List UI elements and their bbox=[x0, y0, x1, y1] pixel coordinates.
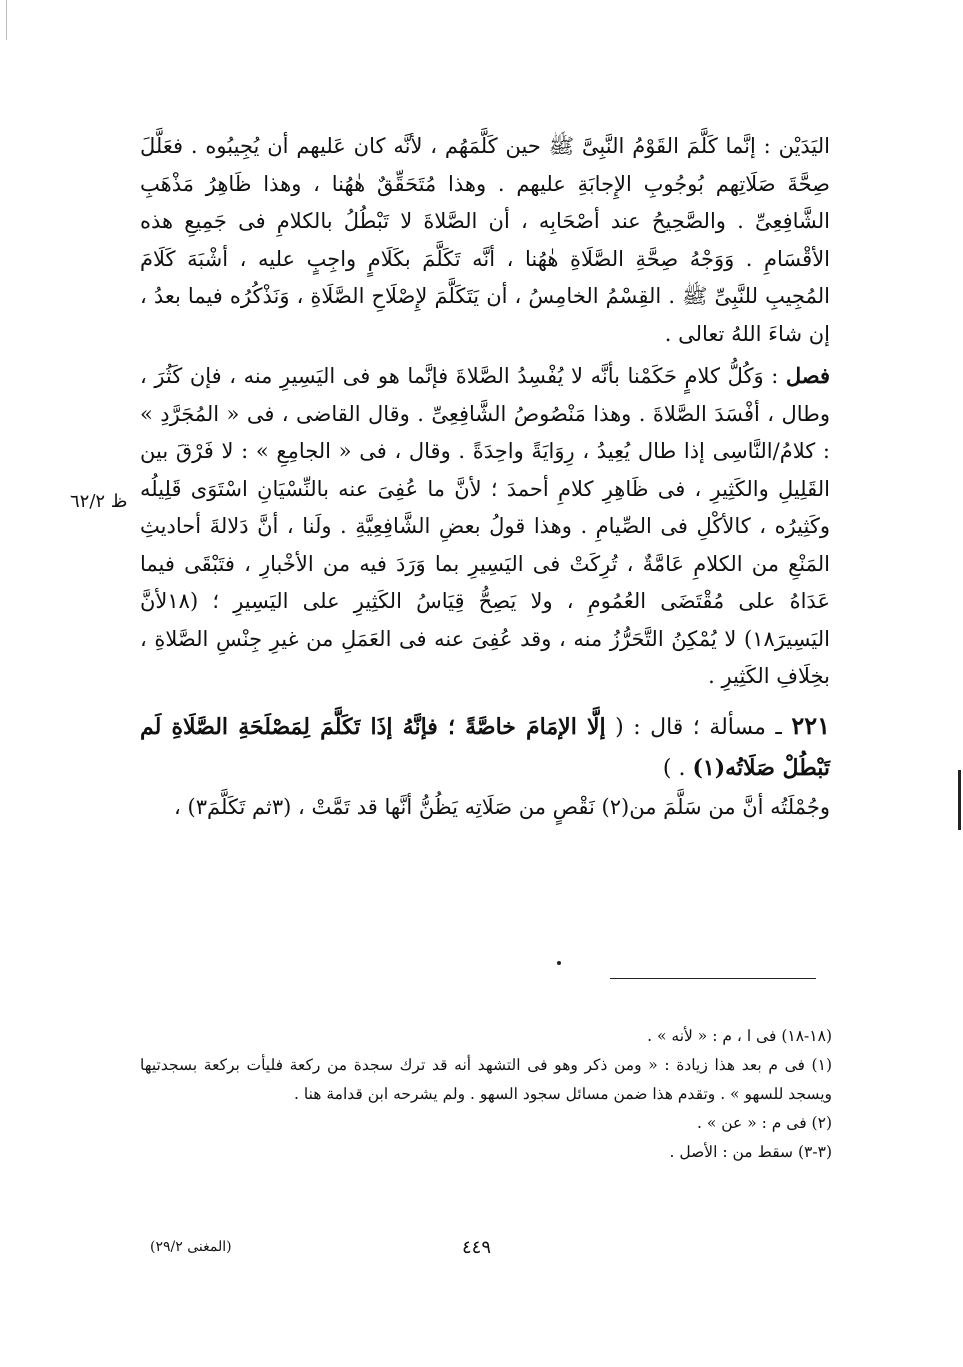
paragraph-fasl bbox=[140, 357, 830, 696]
page-number: ٤٤٩ bbox=[462, 1237, 492, 1258]
main-text bbox=[140, 128, 830, 826]
fasl-heading: فصل bbox=[785, 363, 830, 388]
masala-number: ٢٢١ bbox=[791, 710, 830, 740]
scan-edge-mark bbox=[6, 0, 7, 40]
footnote-2: (٢) فى م : « عن » . bbox=[696, 1114, 832, 1132]
margin-bar bbox=[958, 770, 961, 830]
footnote-separator bbox=[610, 978, 816, 979]
margin-reference: ظ ٦٢/٢ bbox=[70, 491, 128, 512]
footnote-18: (١٨-١٨) فى ا ، م : « لأنه » . bbox=[647, 1027, 832, 1045]
masala-close: . ) bbox=[662, 755, 686, 781]
signature-mark: (المغنى ٢٩/٢) bbox=[150, 1239, 232, 1255]
paragraph-3: وجُمْلَتُه أنَّ من سَلَّمَ من(٢) نَقْصٍ من صَلَاتِه يَظُنُّ أنَّها قد تَمَّتْ ، (٣ثم تَكَلَّمَ٣) ، bbox=[174, 794, 830, 819]
masala-text: إلَّا الإمَامَ خاصَّةً ؛ فإنَّهُ إذَا تَكَلَّمَ لِمَصْلَحَةِ الصَّلَاةِ لَم تَبْطُلْ صَلَاتُه(١) bbox=[140, 713, 830, 781]
masala-221 bbox=[140, 706, 830, 789]
footnote-3: (٣-٣) سقط من : الأصل . bbox=[669, 1143, 832, 1161]
footnotes bbox=[140, 1022, 832, 1167]
paragraph-2: : وَكُلُّ كلامٍ حَكَمْنا بأنَّه لا يُفْسِدُ الصَّلاةَ فإنَّما هو فى اليَسِيرِ منه ، فإن كَثُرَ ، وطال ، أفْسَدَ الصَّلاةَ . وهذا مَنْصُوصُ الشَّافِعِىِّ . وقال القاضى ، فى « المُجَرَّدِ » : كلامُ/النَّاسِى إذا طال يُعِيدُ ، رِوَايَةً واحِدَةً . وقال ، فى « الجامِعِ » : لا فَرْقَ بين القَلِيلِ والكَثِيرِ ، فى ظَاهِرِ كلامِ أحمدَ ؛ لأنَّ ما عُفِىَ عنه بالنِّسْيَانِ اسْتَوَى قَلِيلُه وكَثِيرُه ، كالأكْلِ فى الصِّيامِ . وهذا قولُ بعضِ الشَّافِعِيَّةِ . ولَنا ، أنَّ دَلالةَ أحاديثِ المَنْعِ من الكلامِ عَامَّةٌ ، تُرِكَتْ فى اليَسِيرِ بما وَرَدَ فيه من الأخْبارِ ، فتَبْقَى فيما عَدَاهُ على مُقْتَضَى العُمُومِ ، ولا يَصِحُّ قِيَاسُ الكَثِيرِ على اليَسِيرِ ؛ (١٨لأنَّ اليَسِيرَ١٨) لا يُمْكِنُ التَّحَرُّزُ منه ، وقد عُفِىَ عنه فى العَمَلِ من غيرِ جِنْسِ الصَّلاةِ ، بخِلَافِ الكَثِيرِ . bbox=[140, 364, 830, 688]
masala-lead: ـ مسألة ؛ قال : ( bbox=[615, 714, 782, 740]
paragraph-1: اليَدَيْن : إنَّما كَلَّمَ القَوْمُ النَّبِىَّ ﷺ حين كَلَّمَهُم ، لأنَّه كان عَليهم أن يُجِيبُوه . فعَلَّلَ صِحَّةَ صَلَاتِهم بُوجُوبِ الإِجابَةِ عليهم . وهذا مُتَحَقِّقٌ هٰهُنا ، وهذا ظَاهِرُ مَذْهَبِ الشَّافِعِىِّ . والصَّحِيحُ عند أصْحَابِه ، أن الصَّلاةَ لا تَبْطُلُ بالكلامِ فى جَمِيعِ هذه الأقْسَامِ . وَوَجْهُ صِحَّةِ الصَّلَاةِ هٰهُنا ، أنَّه تَكَلَّمَ بكَلَامٍ واجِبٍ عليه ، أشْبَهَ كَلَامَ المُجِيبِ للنَّبِىِّ ﷺ . القِسْمُ الخامِسُ ، أن يَتَكَلَّمَ لإِصْلَاحِ الصَّلَاةِ ، وَنَذْكُرُه فيما بعدُ ، إن شاءَ اللهُ تعالى . bbox=[140, 134, 830, 346]
ink-dot bbox=[557, 961, 561, 965]
footnote-1: (١) فى م بعد هذا زيادة : « ومن ذكر وهو فى التشهد أنه قد ترك سجدة من ركعة فليأت بركعة بسجدتيها ويسجد للسهو » . وتقدم هذا ضمن مسائل سجود السهو . ولم يشرحه ابن قدامة هنا . bbox=[140, 1056, 832, 1103]
